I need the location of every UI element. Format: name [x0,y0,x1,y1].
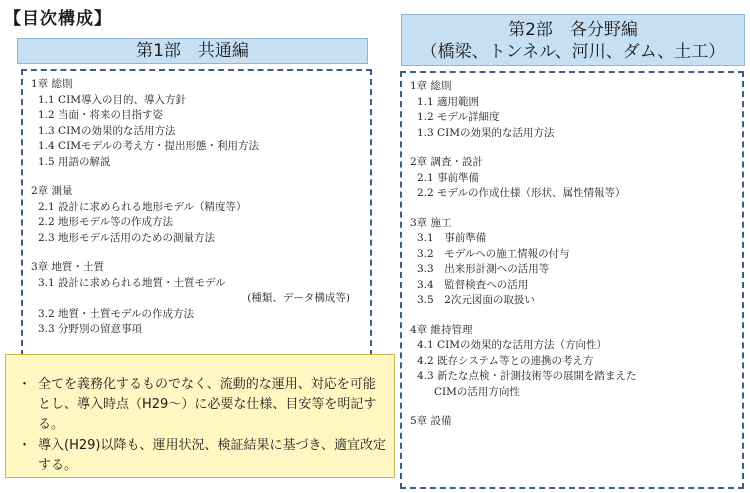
toc-item: 3.1 設計に求められる地質・土質モデル [38,276,226,289]
chapter-1 [31,77,370,170]
note-text: 導入(H29)以降も、運用状況、検証結果に基づき、適宜改定する。 [38,438,386,473]
chapter-title: 5章 設備 [410,415,452,427]
toc-item: 2.3 地形モデル活用のための測量方法 [38,231,216,244]
chapter-1 [410,79,742,141]
bullet-icon: ・ [18,377,32,392]
chapter-title: 2章 測量 [31,185,73,197]
toc-item: 1.1 CIM導入の目的、導入方針 [38,93,186,106]
chapter-5 [410,414,742,430]
chapter-2 [31,184,370,246]
toc-item: 1.3 CIMの効果的な活用方法 [38,124,176,137]
part2-toc [400,71,744,489]
chapter-title: 1章 総則 [410,80,452,92]
chapter-title: 1章 総則 [31,78,73,90]
chapter-3 [31,260,370,338]
toc-item: 3.5 2次元図面の取扱い [417,294,535,306]
bullet-icon: ・ [18,438,32,453]
part1-toc [21,69,372,356]
note-item [16,375,386,435]
toc-item: 1.2 当面・将来の目指す姿 [38,109,164,121]
toc-item: 2.1 事前準備 [417,171,480,184]
toc-item: 4.1 CIMの効果的な活用方法（方向性） [417,339,607,351]
toc-item-continuation: (種類、データ構成等) [247,292,350,304]
toc-item-continuation: CIMの活用方向性 [434,385,520,398]
chapter-2 [410,155,742,202]
toc-item: 3.4 監督検査への活用 [417,278,529,291]
part2-subtitle: （橋梁、トンネル、河川、ダム、土工） [420,42,726,62]
chapter-title: 3章 地質・土質 [31,261,105,273]
chapter-3 [410,216,742,309]
toc-item: 4.2 既存システム等との連携の考え方 [417,354,594,367]
chapter-title: 3章 施工 [410,216,452,229]
toc-item: 3.1 事前準備 [417,232,487,244]
toc-item: 2.2 モデルの作成仕様（形状、属性情報等） [417,187,626,199]
toc-item: 3.3 出来形計測への活用等 [417,263,550,275]
chapter-title: 2章 調査・設計 [410,156,484,168]
toc-item: 3.2 地質・土質モデルの作成方法 [38,307,195,320]
toc-item: 1.4 CIMモデルの考え方・提出形態・利用方法 [38,140,259,152]
toc-item: 2.2 地形モデル等の作成方法 [38,216,174,228]
part2-title: 第2部 各分野編 [508,20,638,40]
toc-item: 2.1 設計に求められる地形モデル（精度等） [38,200,247,213]
toc-item: 1.3 CIMの効果的な活用方法 [417,126,555,139]
note-item [16,436,386,476]
toc-item: 1.2 モデル詳細度 [417,111,500,123]
part2-header [401,14,745,66]
notes-box [5,354,395,478]
page-title: 【目次構成】 [4,9,112,29]
chapter-title: 4章 維持管理 [410,323,473,336]
part1-header: 第1部 共通編 [17,38,368,64]
note-text: 全てを義務化するものでなく、流動的な運用、対応を可能とし、導入時点（H29～）に必要な仕様、目安等を明記する。 [38,377,377,432]
toc-item: 4.3 新たな点検・計測技術等の展開を踏まえた [417,370,637,382]
toc-item: 3.2 モデルへの施工情報の付与 [417,247,570,260]
toc-item: 3.3 分野別の留意事項 [38,323,143,335]
toc-item: 1.5 用語の解説 [38,155,111,168]
chapter-4 [410,323,742,401]
toc-item: 1.1 適用範囲 [417,95,480,108]
